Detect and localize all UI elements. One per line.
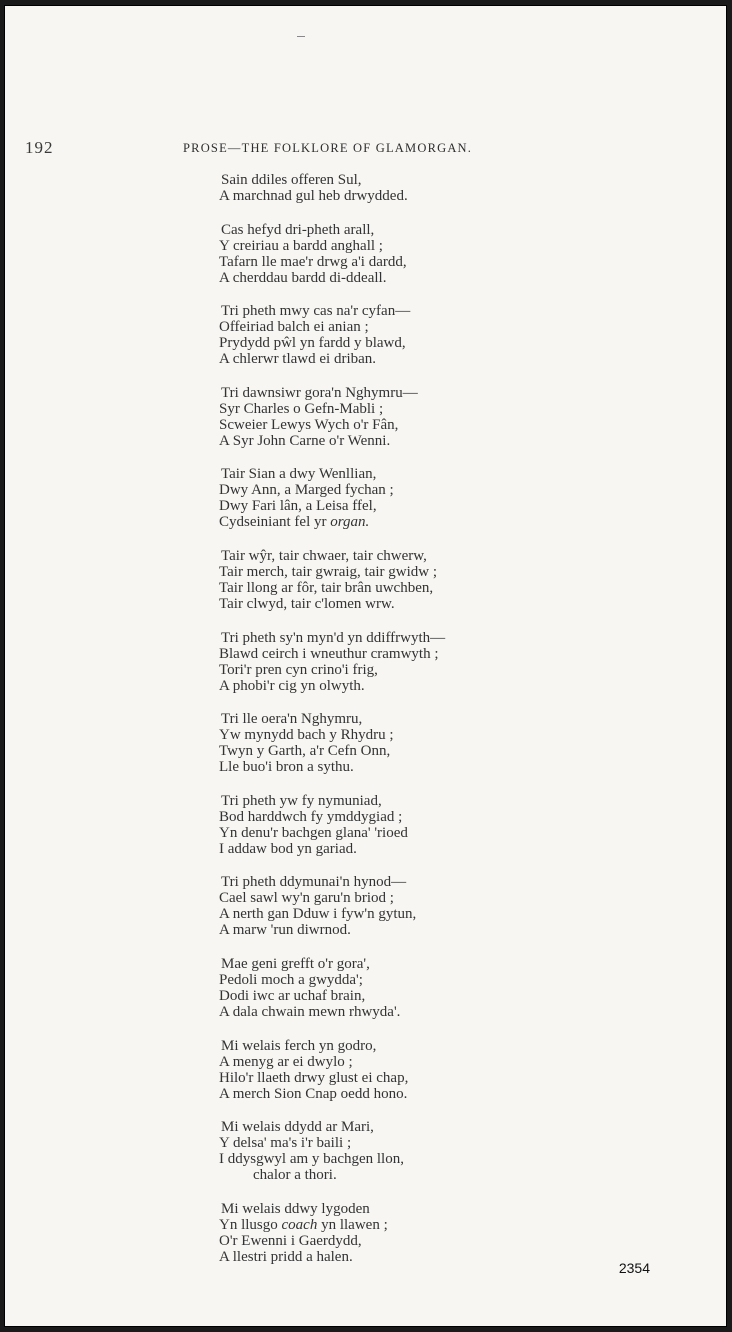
poem-line: O'r Ewenni i Gaerdydd,	[219, 1232, 362, 1249]
poem-line: A Syr John Carne o'r Wenni.	[219, 432, 391, 449]
stanza	[219, 303, 519, 367]
poem-line: Tafarn lle mae'r drwg a'i dardd,	[219, 253, 407, 270]
poem-line: Twyn y Garth, a'r Cefn Onn,	[219, 743, 391, 760]
poem-line: A cherddau bardd di-ddeall.	[219, 269, 387, 286]
poem-line: Tair Sian a dwy Wenllian,	[221, 466, 377, 483]
poem-line: Offeiriad balch ei anian ;	[219, 319, 369, 336]
poem-line: Yn denu'r bachgen glana' 'rioed	[219, 824, 408, 841]
poem-line: Prydydd pŵl yn fardd y blawd,	[219, 335, 406, 352]
poem-line: Yw mynydd bach y Rhydru ;	[219, 727, 394, 744]
poem-line: Mi welais ferch yn godro,	[221, 1037, 377, 1054]
poem-line: Yn llusgo coach yn llawen ;	[219, 1216, 388, 1233]
poem-line: I addaw bod yn gariad.	[219, 840, 357, 857]
poem-line: A dala chwain mewn rhwyda'.	[219, 1003, 401, 1020]
poem-line: Syr Charles o Gefn-Mabli ;	[219, 400, 384, 417]
folio-id: 2354	[618, 1260, 650, 1276]
poem-line: A menyg ar ei dwylo ;	[219, 1053, 353, 1070]
poem-line: Y delsa' ma's i'r baili ;	[219, 1135, 352, 1152]
poem-line: Tri lle oera'n Nghymru,	[221, 711, 363, 728]
stanza	[219, 1119, 519, 1183]
stanza	[219, 222, 519, 286]
stanza	[219, 1201, 519, 1265]
poem-line: Sain ddiles offeren Sul,	[221, 172, 362, 188]
poem-line: A phobi'r cig yn olwyth.	[219, 677, 365, 694]
poem-line: Tair merch, tair gwraig, tair gwidw ;	[219, 563, 438, 580]
poem-line: Cael sawl wy'n garu'n briod ;	[219, 890, 394, 907]
page-number: 192	[25, 138, 54, 157]
poem-line: A merch Sion Cnap oedd hono.	[219, 1085, 408, 1102]
poem-line: Tori'r pren cyn crino'i frig,	[219, 661, 378, 678]
poem-line: Bod harddwch fy ymddygiad ;	[219, 808, 403, 825]
stanza	[219, 711, 519, 775]
poem-line: Tri dawnsiwr gora'n Nghymru—	[221, 384, 418, 401]
poem-line: A llestri pridd a halen.	[219, 1248, 353, 1265]
poem-line: A marchnad gul heb drwydded.	[219, 188, 408, 204]
poem-line: Scweier Lewys Wych o'r Fân,	[219, 416, 399, 433]
poem-line: Cas hefyd dri-pheth arall,	[221, 221, 375, 238]
poem-line: A nerth gan Dduw i fyw'n gytun,	[219, 906, 417, 923]
poem-line: Cydseiniant fel yr organ.	[219, 514, 370, 531]
stanza	[219, 793, 519, 857]
poem-line: Dodi iwc ar uchaf brain,	[219, 987, 366, 1004]
poem-line: Mae geni grefft o'r gora',	[221, 955, 370, 972]
stanza	[219, 466, 519, 530]
stanza	[219, 1038, 519, 1102]
poem-line: Pedoli moch a gwydda';	[219, 971, 363, 988]
page-mark	[297, 36, 305, 37]
stanza	[219, 630, 519, 694]
poem-line: Blawd ceirch i wneuthur cramwyth ;	[219, 645, 439, 662]
poem-line: Lle buo'i bron a sythu.	[219, 759, 354, 776]
poem-line: Y creiriau a bardd anghall ;	[219, 237, 383, 254]
poem-line: A chlerwr tlawd ei driban.	[219, 351, 377, 368]
poem-line: chalor a thori.	[253, 1167, 337, 1184]
poem-line: Tri pheth yw fy nymuniad,	[221, 792, 382, 809]
poem-line: Tri pheth sy'n myn'd yn ddiffrwyth—	[221, 629, 446, 646]
poem-line: I ddysgwyl am y bachgen llon,	[219, 1151, 404, 1168]
running-title: PROSE—THE FOLKLORE OF GLAMORGAN.	[183, 141, 473, 155]
stanza	[219, 385, 519, 449]
poem-line: Hilo'r llaeth drwy glust ei chap,	[219, 1069, 409, 1086]
poem-line: Tair wŷr, tair chwaer, tair chwerw,	[221, 547, 427, 564]
poem-line: Dwy Ann, a Marged fychan ;	[219, 482, 394, 499]
stanza	[219, 172, 519, 204]
poem-line: Tri pheth mwy cas na'r cyfan—	[221, 303, 411, 320]
poem-body	[219, 172, 519, 1282]
poem-line: A marw 'run diwrnod.	[219, 922, 351, 939]
stanza	[219, 956, 519, 1020]
poem-line: Tair llong ar fôr, tair brân uwchben,	[219, 579, 434, 596]
poem-line: Mi welais ddydd ar Mari,	[221, 1119, 374, 1136]
document-page	[5, 6, 726, 1326]
stanza	[219, 874, 519, 938]
poem-line: Dwy Fari lân, a Leisa ffel,	[219, 498, 377, 515]
poem-line: Tri pheth ddymunai'n hynod—	[221, 874, 407, 891]
poem-line: Mi welais ddwy lygoden	[221, 1200, 370, 1217]
stanza	[219, 548, 519, 612]
poem-line: Tair clwyd, tair c'lomen wrw.	[219, 595, 395, 612]
